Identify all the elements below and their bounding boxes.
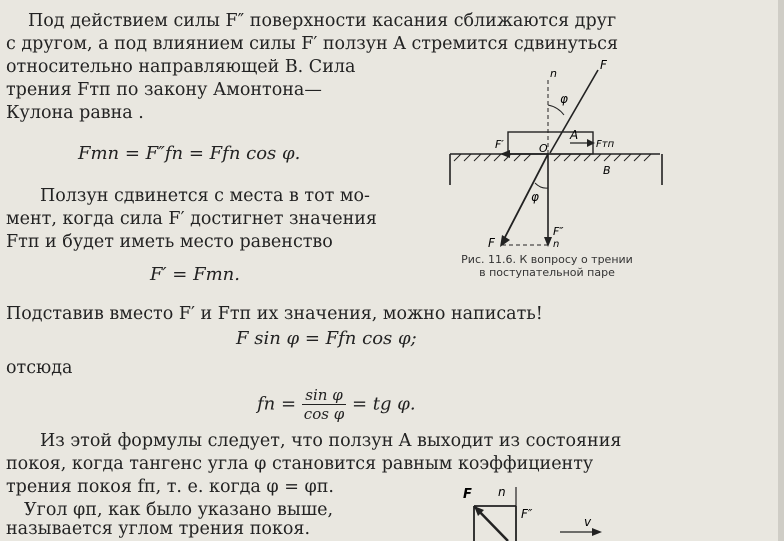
otsyuda-word: отсюда [6, 358, 73, 378]
fig2-label-v: v [584, 515, 592, 529]
paragraph-3: Подставив вместо F′ и Fтп их значения, можно написать! [6, 304, 543, 324]
figure-caption [412, 253, 682, 279]
paragraph-1-line-5: Кулона равна . [6, 103, 144, 123]
label-f-bottom: F [488, 236, 495, 250]
label-a: A [570, 128, 579, 142]
formula-tangent-rhs: = tg φ. [351, 393, 416, 415]
formula-friction-force: Fтп = F″fп = Ffп cos φ. [78, 143, 301, 164]
fraction-denominator: cos φ [303, 405, 345, 423]
label-o: O [539, 142, 548, 155]
label-f-tp: Fтп [596, 139, 615, 150]
friction-diagram [430, 55, 680, 255]
label-f-prime: F′ [495, 138, 504, 151]
paragraph-5-line-2: называется углом трения покоя. [6, 519, 311, 539]
paragraph-2-line-1: Ползун сдвинется с места в тот мо- [40, 186, 370, 206]
paragraph-4-line-1: Из этой формулы следует, что ползун A выходит из состояния [40, 431, 622, 451]
page-edge [778, 0, 784, 541]
paragraph-1-line-2: с другом, а под влиянием силы F′ ползун A стремится сдвинуться [6, 34, 618, 54]
fig2-label-n: n [498, 485, 506, 499]
caption-line-2: в поступательной паре [479, 266, 615, 279]
fraction-numerator: sin φ [302, 386, 346, 405]
second-diagram-fragment [460, 482, 620, 541]
fig2-label-f: F [463, 487, 472, 502]
label-n-top: n [550, 67, 557, 80]
label-f-double: F″ [553, 225, 564, 238]
label-phi-top: φ [560, 92, 568, 106]
fig2-label-f-double: F″ [521, 507, 533, 521]
paragraph-5-line-1: Угол φп, как было указано выше, [24, 500, 334, 520]
paragraph-2-line-2: мент, когда сила F′ достигнет значения [6, 209, 377, 229]
formula-tangent [257, 386, 416, 423]
formula-tangent-lhs: fп = [257, 393, 297, 415]
caption-line-1: Рис. 11.6. К вопросу о трении [461, 253, 633, 266]
label-n-bottom: n [553, 239, 560, 250]
paragraph-4-line-2: покоя, когда тангенс угла φ становится равным коэффициенту [6, 454, 594, 474]
label-f-top: F [600, 58, 607, 72]
force-f-bottom-vector [502, 154, 548, 243]
formula-sin-cos: F sin φ = Ffп cos φ; [236, 328, 417, 349]
guide-hatching [454, 154, 651, 161]
paragraph-2-line-3: Fтп и будет иметь место равенство [6, 232, 333, 252]
paragraph-4-line-3: трения покоя fп, т. е. когда φ = φп. [6, 477, 334, 497]
paragraph-1-line-3: относительно направляющей B. Сила [6, 57, 356, 77]
paragraph-1-line-4: трения Fтп по закону Амонтона— [6, 80, 322, 100]
label-phi-bottom: φ [531, 190, 539, 204]
label-b: B [603, 164, 611, 177]
paragraph-1-line-1: Под действием силы F″ поверхности касания сближаются друг [28, 11, 617, 31]
formula-tangent-fraction [302, 386, 346, 423]
formula-equality: F′ = Fтп. [150, 264, 240, 285]
